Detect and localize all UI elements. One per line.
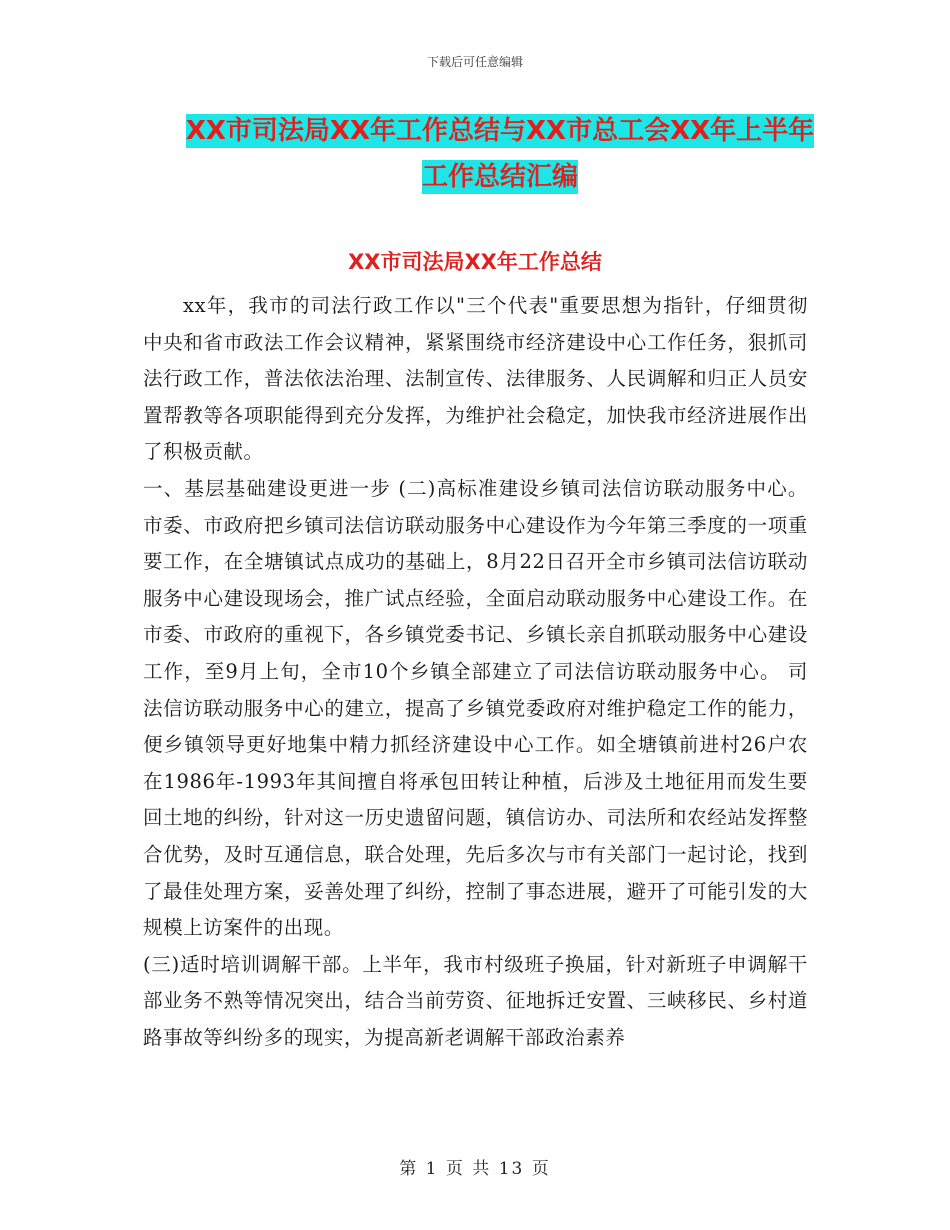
document-title: [130, 108, 870, 200]
body-paragraph-section-one: 一、基层基础建设更进一步 (二)高标准建设乡镇司法信访联动服务中心。市委、市政府把乡镇司法信访联动服务中心建设作为今年第三季度的一项重要工作，在全塘镇试点成功的基础上，8月22日召开全市乡镇司法信访联动服务中心建设现场会，推广试点经验，全面启动联动服务中心建设工作。在市委、市政府的重视下，各乡镇党委书记、乡镇长亲自抓联动服务中心建设工作，至9月上旬，全市10个乡镇全部建立了司法信访联动服务中心。 司法信访联动服务中心的建立，提高了乡镇党委政府对维护稳定工作的能力，便乡镇领导更好地集中精力抓经济建设中心工作。如全塘镇前进村26户农在1986年-1993年其间擅自将承包田转让种植，后涉及土地征用而发生要回土地的纠纷，针对这一历史遗留问题，镇信访办、司法所和农经站发挥整合优势，及时互通信息，联合处理，先后多次与市有关部门一起讨论，找到了最佳处理方案，妥善处理了纠纷，控制了事态进展，避开了可能引发的大规模上访案件的出现。: [143, 476, 808, 940]
body-paragraph-intro: xx年，我市的司法行政工作以"三个代表"重要思想为指针，仔细贯彻中央和省市政法工作会议精神，紧紧围绕市经济建设中心工作任务，狠抓司法行政工作，普法依法治理、法制宣传、法律服务、人民调解和归正人员安置帮教等各项职能得到充分发挥，为维护社会稳定，加快我市经济进展作出了积极贡献。: [143, 294, 808, 464]
document-title-line-2: 工作总结汇编: [421, 162, 578, 192]
document-body: [143, 288, 808, 1056]
document-title-line-1: XX市司法局XX年工作总结与XX市总工会XX年上半年: [185, 116, 815, 146]
body-paragraph-section-three: (三)适时培训调解干部。上半年，我市村级班子换届，针对新班子申调解干部业务不熟等情况突出，结合当前劳资、征地拆迁安置、三峡移民、乡村道路事故等纠纷多的现实，为提高新老调解干部政治素养: [143, 952, 808, 1049]
page-indicator: 第 1 页 共 13 页: [399, 1159, 551, 1179]
header-note: 下载后可任意编辑: [426, 55, 523, 69]
section-title: XX市司法局XX年工作总结: [348, 250, 602, 274]
